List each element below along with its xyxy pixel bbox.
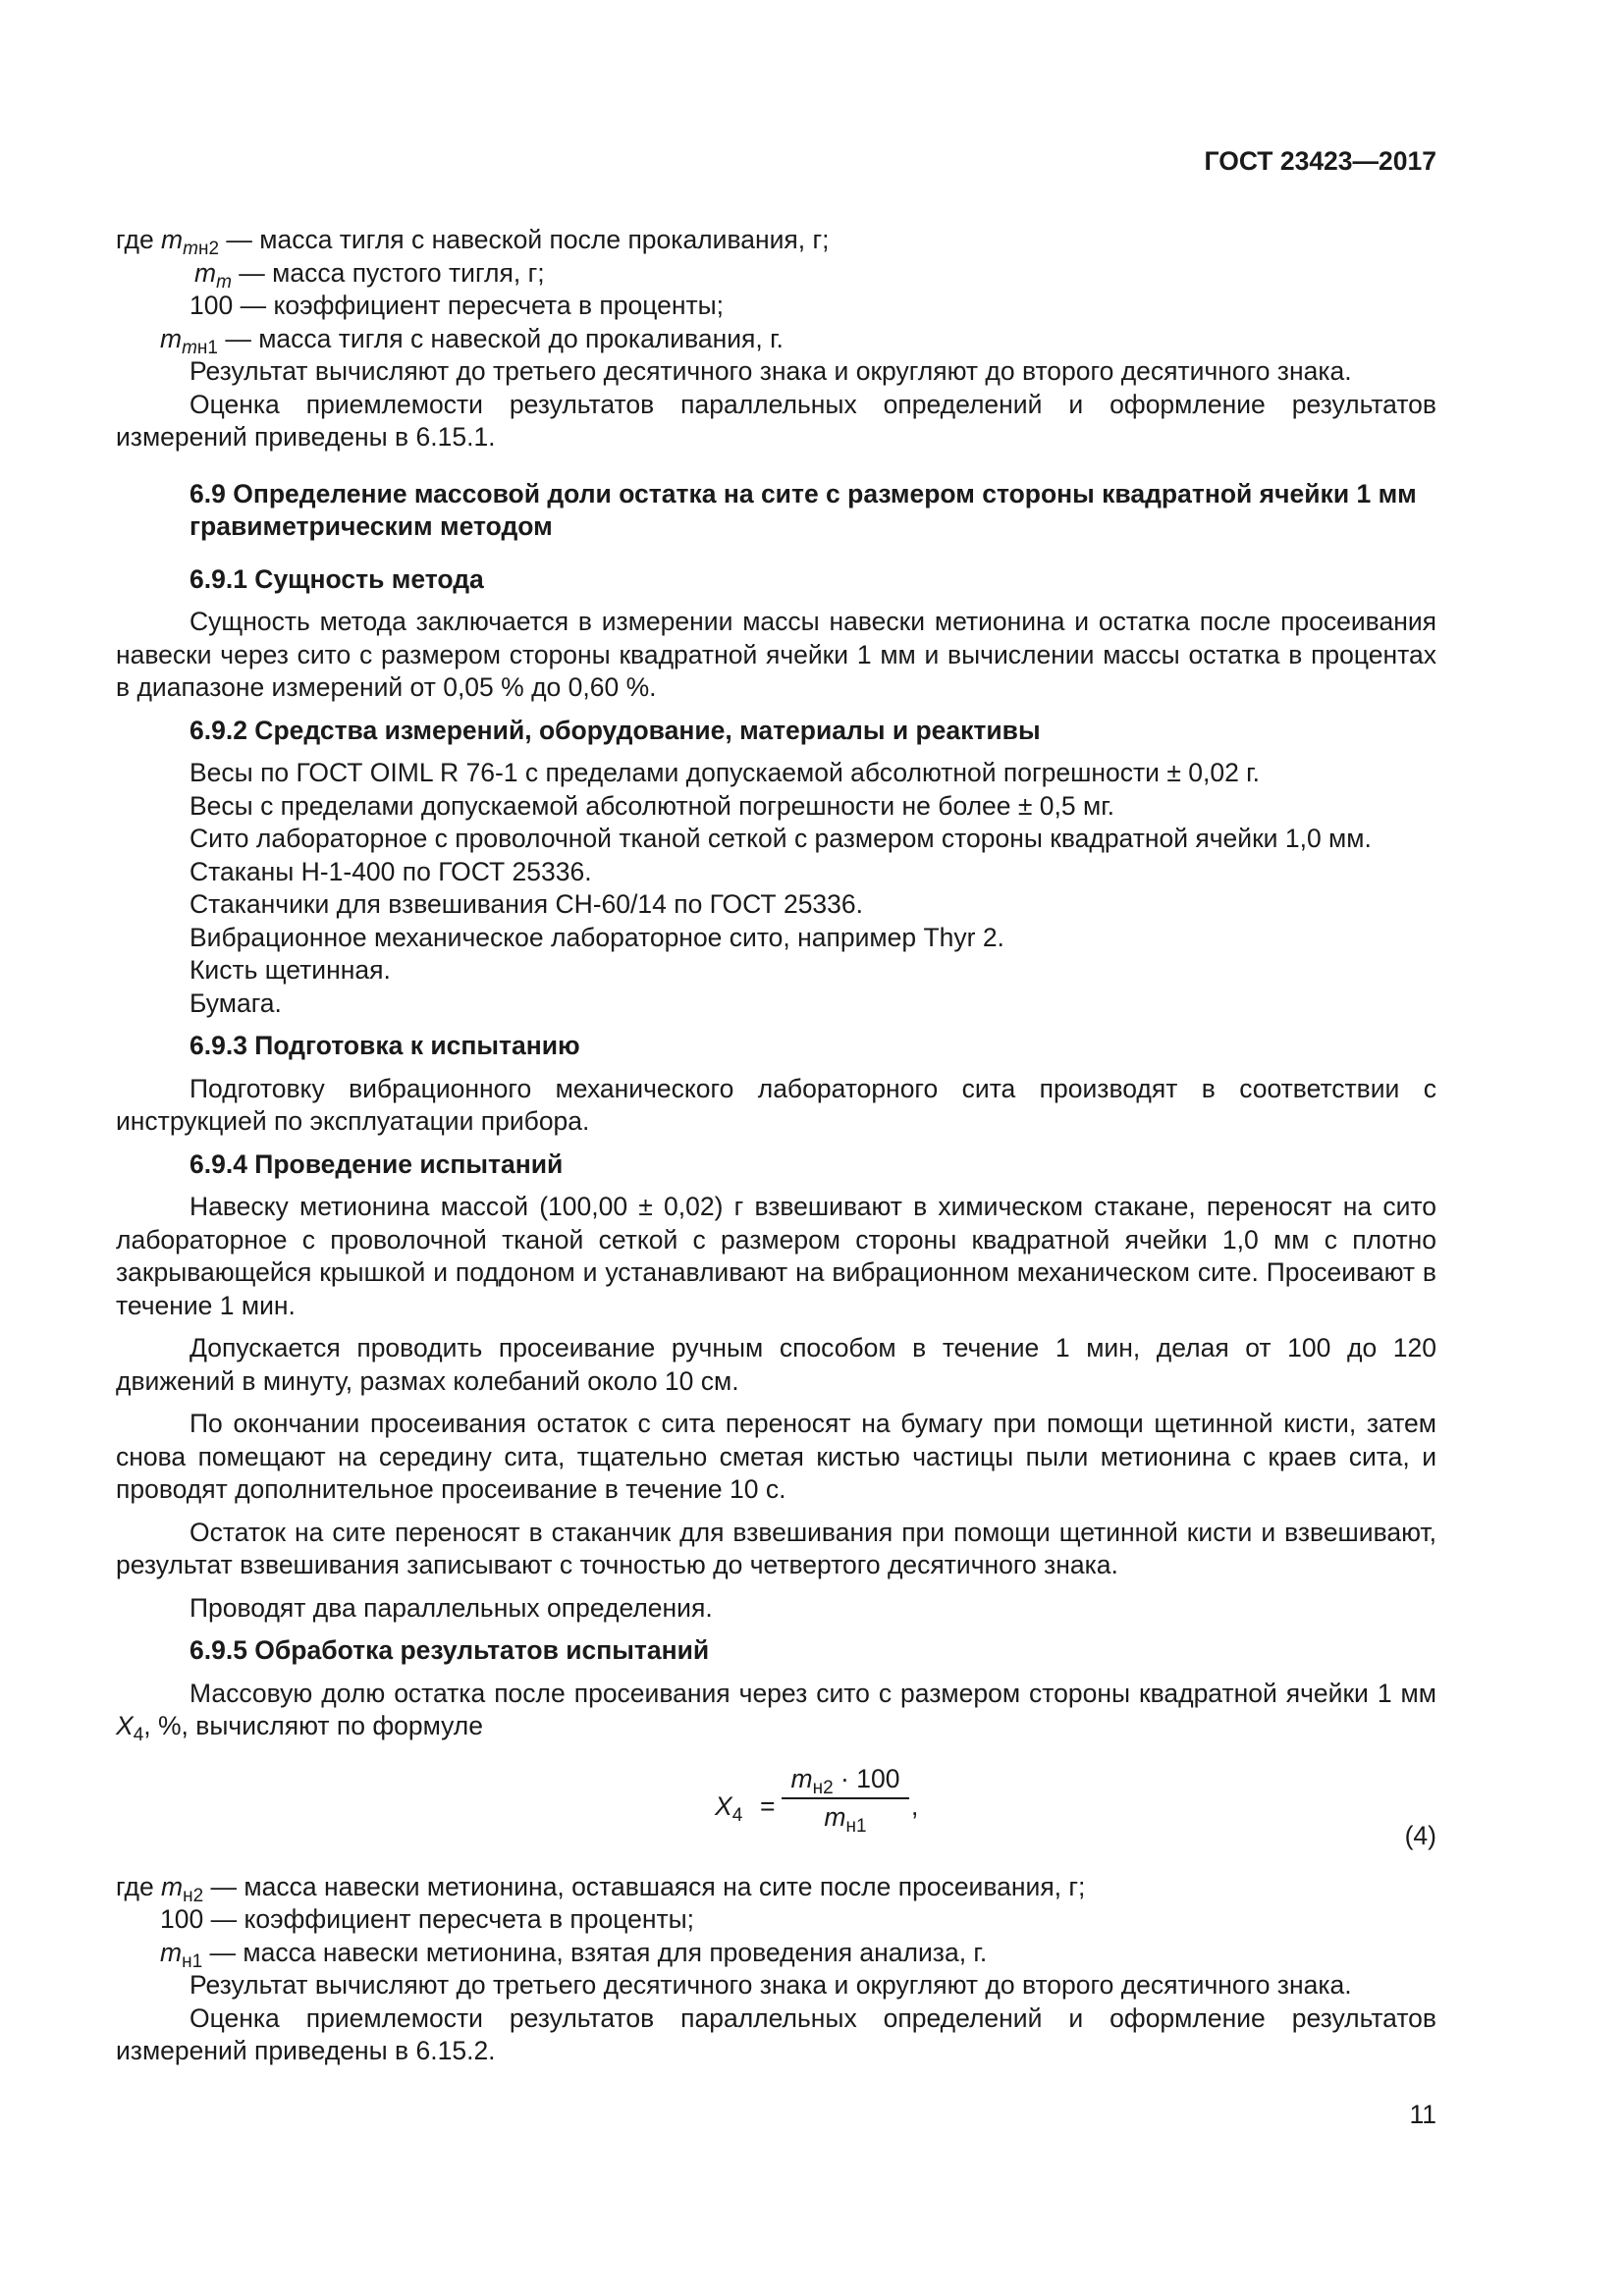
where-description: — масса тигля с навеской после прокаливания, г;	[219, 225, 830, 254]
where-line	[116, 257, 1436, 291]
formula-lhs	[715, 1790, 742, 1824]
equals-sign: =	[760, 1790, 776, 1821]
fraction	[782, 1763, 909, 1835]
variable: m	[824, 1802, 846, 1832]
equation-number: (4)	[1404, 1820, 1436, 1850]
intro-text: , %, вычисляют по формуле	[143, 1711, 483, 1740]
paragraph-result: Результат вычисляют до третьего десятичного знака и округляют до второго десятичного знака.	[189, 1970, 1352, 2000]
subscript: 4	[133, 1725, 144, 1745]
list-item: Вибрационное механическое лабораторное сито, например Thyr 2.	[189, 922, 1004, 952]
list-item: Сито лабораторное с проволочной тканой сеткой с размером стороны квадратной ячейки 1,0 мм.	[189, 824, 1372, 853]
subscript: т	[183, 239, 198, 259]
page-number: 11	[1409, 2100, 1436, 2129]
subscript: н1	[182, 1950, 203, 1972]
subscript: т	[216, 271, 232, 293]
numerator	[782, 1763, 909, 1796]
subscript: н1	[196, 337, 218, 358]
paragraph-result: Результат вычисляют до третьего десятичного знака и округляют до второго десятичного знака.	[189, 356, 1352, 386]
list-item: Весы с пределами допускаемой абсолютной погрешности не более ± 0,5 мг.	[189, 790, 1115, 821]
formula-4	[116, 1759, 1436, 1857]
where-prefix: где	[116, 225, 162, 254]
document-id-header: ГОСТ 23423—2017	[1204, 146, 1436, 176]
fraction-bar	[782, 1797, 909, 1799]
paragraph-formula-intro	[116, 1678, 1436, 1743]
subscript: т	[182, 337, 197, 358]
paragraph: Допускается проводить просеивание ручным способом в течение 1 мин, делая от 100 до 120 движений в минуту, размах колебаний около 10 см.	[116, 1333, 1436, 1396]
paragraph: Подготовку вибрационного механического лабораторного сита производят в соответствии с инструкцией по эксплуатации прибора.	[116, 1073, 1436, 1136]
paragraph-assessment: Оценка приемлемости результатов параллельных определений и оформление результатов измерений приведены в 6.15.1.	[116, 389, 1436, 452]
paragraph: Проводят два параллельных определения.	[189, 1592, 713, 1623]
variable: m	[161, 1871, 184, 1901]
list-item: Стаканы Н-1-400 по ГОСТ 25336.	[189, 856, 592, 886]
formula-comma: ,	[911, 1790, 919, 1821]
section-heading-6-9-4: 6.9.4 Проведение испытаний	[189, 1148, 564, 1179]
section-heading-6-9-2: 6.9.2 Средства измерений, оборудование, материалы и реактивы	[189, 715, 1041, 745]
variable: m	[160, 323, 183, 353]
paragraph: Сущность метода заключается в измерении массы навески метионина и остатка после просеивания навески через сито с размером стороны квадратной ячейки 1 мм и вычислении массы остатка в процентах в диапазоне измерений от 0,05 % до 0,60 %.	[116, 607, 1436, 702]
where-line: 100 — коэффициент пересчета в проценты;	[189, 291, 725, 320]
where-line	[116, 1937, 1436, 1970]
where-line	[116, 224, 1436, 257]
subscript: н2	[183, 1885, 204, 1906]
where-description: — масса навески метионина, взятая для проведения анализа, г.	[202, 1937, 988, 1967]
paragraph: Навеску метионина массой (100,00 ± 0,02) г взвешивают в химическом стакане, переносят на сито лабораторное с проволочной тканой сеткой с размером стороны квадратной ячейки 1,0 мм с плотно закрывающейся крышкой и поддоном и устанавливают на вибрационном механическом сите. Просеивают в течение 1 мин.	[116, 1192, 1436, 1320]
list-item: Бумага.	[189, 988, 282, 1018]
section-heading-6-9-1: 6.9.1 Сущность метода	[189, 563, 484, 594]
intro-text: Массовую долю остатка после просеивания через сито с размером стороны квадратной ячейки 1 мм	[189, 1678, 1436, 1708]
subscript: н1	[845, 1816, 867, 1837]
numerator-rest: · 100	[833, 1763, 900, 1793]
variable: m	[160, 1937, 183, 1967]
paragraph-assessment: Оценка приемлемости результатов параллельных определений и оформление результатов измерений приведены в 6.15.2.	[116, 2002, 1436, 2065]
subscript: н2	[197, 239, 220, 259]
subscript: 4	[731, 1804, 743, 1826]
variable: X	[116, 1711, 134, 1740]
where-line	[116, 323, 1436, 356]
where-line	[116, 1871, 1436, 1904]
where-description: — масса пустого тигля, г;	[231, 257, 545, 288]
variable: m	[161, 225, 184, 254]
paragraph: Остаток на сите переносят в стаканчик для взвешивания при помощи щетинной кисти и взвешивают, результат взвешивания записывают с точностью до четвертого десятичного знака.	[116, 1517, 1436, 1579]
where-description: — масса тигля с навеской до прокаливания, г.	[217, 323, 784, 353]
list-item: Стаканчики для взвешивания СН-60/14 по ГОСТ 25336.	[189, 889, 864, 919]
paragraph: По окончании просеивания остаток с сита переносят на бумагу при помощи щетинной кисти, затем снова помещают на середину сита, тщательно сметая кистью частицы пыли метионина с краев сита, и проводят дополнительное просеивание в течение 10 с.	[116, 1409, 1436, 1504]
list-item: Кисть щетинная.	[189, 955, 391, 985]
equipment-list	[116, 757, 1436, 1020]
denominator	[782, 1801, 909, 1835]
section-heading-6-9-3: 6.9.3 Подготовка к испытанию	[189, 1031, 580, 1060]
variable: m	[194, 257, 217, 288]
section-heading-6-9-5: 6.9.5 Обработка результатов испытаний	[189, 1635, 710, 1665]
variable: X	[715, 1790, 732, 1821]
subscript: н2	[812, 1777, 834, 1798]
where-line: 100 — коэффициент пересчета в проценты;	[160, 1904, 695, 1934]
where-prefix: где	[116, 1871, 162, 1901]
where-description: — масса навески метионина, оставшаяся на сите после просеивания, г;	[203, 1871, 1086, 1901]
page-content	[116, 224, 1436, 2068]
list-item: Весы по ГОСТ OIML R 76-1 с пределами допускаемой абсолютной погрешности ± 0,02 г.	[189, 758, 1260, 787]
section-heading-6-9: 6.9 Определение массовой доли остатка на сите с размером стороны квадратной ячейки 1 мм гравиметрическим методом	[189, 478, 1417, 541]
variable: m	[790, 1763, 813, 1793]
